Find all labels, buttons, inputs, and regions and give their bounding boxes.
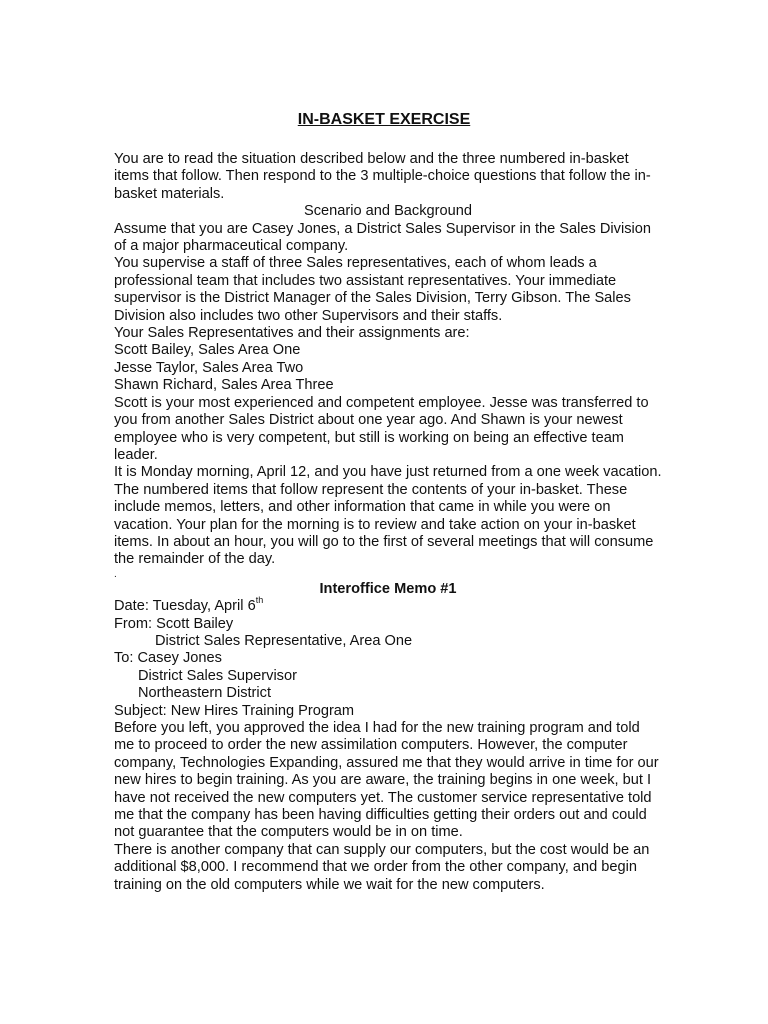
memo-to-district: Northeastern District xyxy=(138,685,272,702)
stray-mark: . xyxy=(114,568,117,580)
paragraph-assignments: Your Sales Representatives and their assignments are: xyxy=(114,325,470,342)
scenario-heading: Scenario and Background xyxy=(304,203,472,220)
memo-title: Interoffice Memo #1 xyxy=(319,580,457,597)
memo-from-title: District Sales Representative, Area One xyxy=(155,632,413,649)
memo-date xyxy=(114,595,662,615)
memo-body-paragraph: There is another company that can supply our computers, but the cost would be an additional $8,000. I recommend that we order from the other company, and begin training on the old computers while we wait for the new computers. xyxy=(114,841,650,893)
paragraph-employees: Scott is your most experienced and competent employee. Jesse was transferred to you from another Sales District about one year ago. And Shawn is your newest employee who is very competent, but still is working on being an effective team leader. xyxy=(114,394,649,463)
assignment-scott: Scott Bailey, Sales Area One xyxy=(114,342,301,359)
memo-date-suffix: th xyxy=(255,595,264,606)
memo-body-paragraph: Before you left, you approved the idea I had for the new training program and told me to proceed to order the new assimilation computers. However, the computer company, Technologies Expanding, assured me that they would arrive in time for our new hires to begin training. As you are aware, the training begins in one week, but I have not received the new computers yet. The customer service representative told me that the company has been having difficulties getting their orders out and could not guarantee that the computers would be in on time. xyxy=(114,720,659,841)
paragraph-monday: It is Monday morning, April 12, and you have just returned from a one week vacation. The numbered items that follow represent the contents of your in-basket. These include memos, letters, and other information that came in while you were on vacation. Your plan for the morning is to review and take action on your in-basket items. In about an hour, you will go to the first of several meetings that will consume the remainder of the day. xyxy=(114,464,662,568)
intro-paragraph: You are to read the situation described below and the three numbered in-basket items that follow. Then respond to the 3 multiple-choice questions that follow the in-basket materials. xyxy=(114,151,651,202)
memo-to-title: District Sales Supervisor xyxy=(138,667,297,684)
paragraph-assume: Assume that you are Casey Jones, a District Sales Supervisor in the Sales Division of a major pharmaceutical company. xyxy=(114,220,651,255)
memo-date-text: Date: Tuesday, April 6 xyxy=(114,598,256,615)
document-title: IN-BASKET EXERCISE xyxy=(297,111,471,128)
paragraph-staff: You supervise a staff of three Sales representatives, each of whom leads a professional team that includes two assistant representatives. Your immediate supervisor is the District Manager of the Sales Division, Terry Gibson. The Sales Division also includes two other Supervisors and their staffs. xyxy=(114,255,631,324)
memo-from: From: Scott Bailey xyxy=(114,615,234,632)
memo-to: To: Casey Jones xyxy=(114,650,222,667)
assignment-jesse: Jesse Taylor, Sales Area Two xyxy=(114,359,304,376)
memo-subject: Subject: New Hires Training Program xyxy=(114,702,355,719)
assignment-shawn: Shawn Richard, Sales Area Three xyxy=(114,377,334,394)
document-body xyxy=(114,151,662,894)
